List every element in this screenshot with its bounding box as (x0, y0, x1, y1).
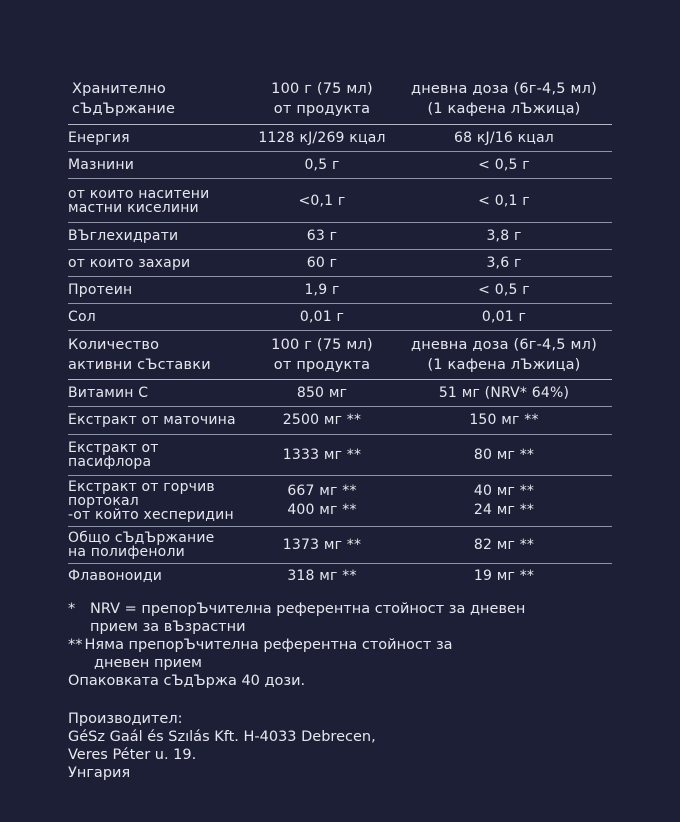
active-header-per-100g-line2: от продукта (273, 357, 371, 373)
table-row (68, 435, 612, 476)
row-label: Екстракт от маточина (68, 412, 236, 428)
row-per-100g-line1: 667 мг ** (287, 483, 357, 499)
header-nutrient (68, 79, 248, 119)
row-label-line2: на полифеноли (68, 544, 185, 560)
header-nutrient-line2: сЪдЪржание (72, 101, 176, 117)
row-per-100g: 318 мг ** (287, 567, 357, 584)
active-header-per-100g (248, 335, 396, 375)
row-label-line1: Екстракт от горчив (68, 479, 215, 495)
active-header-daily-line1: дневна доза (6г-4,5 мл) (411, 337, 597, 353)
row-per-100g: <0,1 г (298, 192, 346, 209)
row-label (68, 187, 248, 215)
header-daily-dose-line1: дневна доза (6г-4,5 мл) (411, 81, 597, 97)
row-label: ВЪглехидрати (68, 227, 179, 244)
footnote-mark: ** (68, 637, 83, 653)
row-per-100g: 1128 кJ/269 кцал (258, 129, 386, 146)
row-per-100g: 0,5 г (304, 156, 340, 173)
row-daily-line1: 40 мг ** (473, 483, 535, 499)
package-info: Опаковката сЪдЪржа 40 дози. (68, 673, 306, 689)
row-label-line3: -от който хесперидин (68, 507, 234, 523)
row-label: Сол (68, 308, 96, 325)
footnote-text-continued: прием за вЪзрастни (90, 619, 246, 635)
row-daily: < 0,1 г (478, 192, 530, 209)
row-daily: 51 мг (NRV* 64%) (438, 384, 570, 401)
manufacturer-address: GéSz Gaál és Szılás Kft. H-4033 Debrecen, (68, 729, 376, 745)
header-per-100g (248, 79, 396, 119)
table-row (68, 223, 612, 250)
footnote-no-nrv (68, 636, 628, 654)
manufacturer-street: Veres Péter u. 19. (68, 747, 197, 763)
row-per-100g: 1373 мг ** (282, 537, 362, 553)
row-label-line2: портокал (68, 493, 139, 509)
row-label-line2: пасифлора (68, 454, 152, 470)
manufacturer-country: Унгария (68, 765, 131, 781)
row-per-100g-line2: 400 мг ** (287, 502, 357, 518)
header-per-100g-line1: 100 г (75 мл) (271, 81, 373, 97)
footnote-text: Няма препорЪчителна референтна стойност за (84, 637, 453, 653)
row-label: Енергия (68, 129, 130, 146)
table-row (68, 277, 612, 304)
header-daily-dose (396, 79, 612, 119)
row-daily: 3,8 г (486, 227, 522, 244)
row-label (68, 480, 248, 522)
active-header-daily-line2: (1 кафена лЪжица) (427, 357, 581, 373)
header-nutrient-line1: Хранително (72, 81, 166, 97)
active-header-per-100g-line1: 100 г (75 мл) (271, 337, 373, 353)
row-daily: 19 мг ** (473, 567, 535, 584)
row-per-100g: 0,01 г (299, 308, 345, 325)
row-per-100g: 63 г (306, 227, 338, 244)
table-row (68, 152, 612, 179)
row-label: Флавоноиди (68, 567, 162, 584)
active-header-label-line2: активни сЪставки (68, 357, 211, 373)
table-row (68, 179, 612, 223)
row-label: Протеин (68, 281, 133, 298)
header-daily-dose-line2: (1 кафена лЪжица) (427, 101, 581, 117)
row-daily: 3,6 г (486, 254, 522, 271)
row-label (68, 531, 248, 559)
footnote-nrv (68, 600, 628, 618)
row-label (68, 441, 248, 469)
row-daily: 0,01 г (481, 308, 527, 325)
footnotes (68, 600, 628, 782)
footnote-mark: * (68, 601, 76, 617)
row-label-line2: мастни киселини (68, 199, 199, 216)
row-daily (396, 482, 612, 520)
footnote-text: NRV = препорЪчителна референтна стойност за дневен (90, 601, 526, 617)
row-daily: 68 кJ/16 кцал (454, 129, 554, 146)
row-daily: < 0,5 г (478, 156, 530, 173)
table-row (68, 125, 612, 152)
row-per-100g: 2500 мг ** (282, 412, 362, 428)
row-label-line1: Екстракт от (68, 440, 159, 456)
row-label: Витамин C (68, 384, 149, 401)
table-row (68, 407, 612, 435)
header-per-100g-line2: от продукта (273, 101, 371, 117)
row-per-100g: 850 мг (296, 384, 348, 401)
row-per-100g: 1,9 г (304, 281, 340, 298)
table-row (68, 304, 612, 331)
table-row (68, 564, 612, 588)
table-row (68, 527, 612, 564)
row-label: от които захари (68, 254, 191, 271)
footnote-text-continued: дневен прием (94, 655, 202, 671)
row-daily: 150 мг ** (469, 412, 539, 428)
nutrition-table (68, 74, 612, 588)
row-per-100g: 60 г (306, 254, 338, 271)
row-daily-line2: 24 мг ** (473, 502, 535, 518)
active-header (68, 331, 612, 380)
row-label: Мазнини (68, 156, 135, 173)
table-row (68, 476, 612, 527)
table-header (68, 74, 612, 125)
row-label-line1: от които наситени (68, 185, 210, 202)
manufacturer-label: Производител: (68, 711, 183, 727)
row-per-100g: 1333 мг ** (282, 447, 362, 463)
row-daily: < 0,5 г (478, 281, 530, 298)
table-row (68, 250, 612, 277)
table-row (68, 380, 612, 407)
active-header-daily (396, 335, 612, 375)
row-daily: 80 мг ** (473, 447, 535, 463)
active-header-label (68, 335, 248, 375)
spacer (68, 690, 628, 710)
row-daily: 82 мг ** (473, 537, 535, 553)
row-label-line1: Общо сЪдЪржание (68, 530, 215, 546)
active-header-label-line1: Количество (68, 337, 160, 353)
row-per-100g (248, 482, 396, 520)
